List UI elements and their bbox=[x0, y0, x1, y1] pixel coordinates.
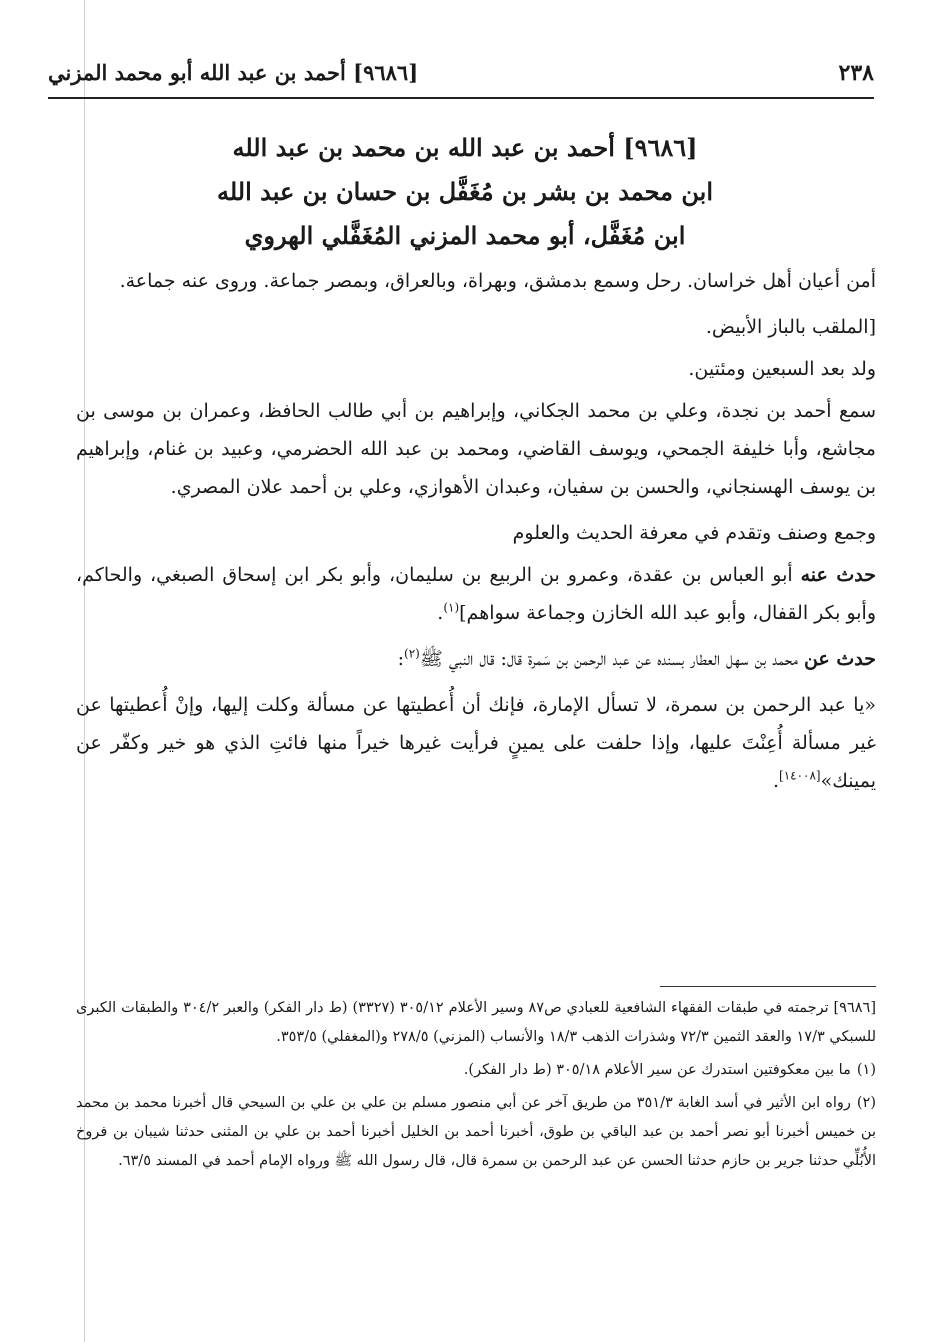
footnotes bbox=[76, 994, 876, 1180]
footnote-1-number: (١) bbox=[856, 1062, 876, 1078]
entry-title-line-2: ابن محمد بن بشر بن مُغَفَّل بن حسان بن عبد الله bbox=[216, 177, 713, 206]
running-title: [٩٦٨٦] أحمد بن عبد الله أبو محمد المزني bbox=[48, 60, 419, 85]
hadith-end: . bbox=[772, 770, 779, 792]
paragraph-origin: أمن أعيان أهل خراسان. رحل وسمع بدمشق، وبهراة، وبالعراق، وبمصر جماعة. وروى عنه جماعة. bbox=[119, 270, 876, 292]
students-text: أبو العباس بن عقدة، وعمرو بن الربيع بن سليمان، وأبو بكر ابن إسحاق الصبغي، والحاكم، وأبو بكر القفال، وأبو عبد الله الخازن وجماعة سواهم] bbox=[76, 564, 876, 624]
keyword-narrated-from-him: حدث عنه bbox=[800, 564, 876, 586]
paragraph-works: وجمع وصنف وتقدم في معرفة الحديث والعلوم bbox=[512, 522, 876, 544]
hadith-text: «يا عبد الرحمن بن سمرة، لا تسأل الإمارة، فإنك أن أُعطيتها عن مسألة وكلت إليها، وإنْ أُعطيتها عن غير مسألة أُعِنْتَ عليها، وإذا حلفت على يمينٍ فرأيت غيرها خيراً منها فائتِ الذي هو خير وكفّر عن يمينك» bbox=[76, 694, 876, 792]
footnote-1-text: ما بين معكوفتين استدرك عن سير الأعلام ٣٠٥/١٨ (ط دار الفكر). bbox=[463, 1062, 851, 1078]
hadith-number: [١٤٠٠٨] bbox=[779, 768, 821, 783]
footnote-2-text: رواه ابن الأثير في أسد الغابة ٣٥١/٣ من طريق آخر عن أبي منصور مسلم بن علي بن علي بن السيحي قال أخبرنا محمد بن محمد بن خميس أخبرنا أبو نصر أحمد بن عبد الباقي بن طوق، أخبرنا أحمد بن الخليل أخبرنا أحمد بن علي بن المثنى حدثنا شيبان بن فروخ الأُبُلِّي حدثنا جرير بن حازم حدثنا الحسن عن عبد الرحمن بن سمرة قال، قال رسول الله ﷺ ورواه الإمام أحمد في المسند ٦٣/٥. bbox=[76, 1095, 876, 1169]
entry-body bbox=[76, 262, 876, 808]
paragraph-nickname: [الملقب بالباز الأبيض. bbox=[705, 316, 876, 338]
entry-title-line-1: [٩٦٨٦] أحمد بن عبد الله بن محمد بن عبد الله bbox=[232, 133, 698, 162]
narration-text: محمد بن سهل العطار بسنده عن عبد الرحمن بن سَمرة قال: قال النبي ﷺ bbox=[419, 648, 804, 670]
running-header bbox=[48, 56, 874, 96]
footnote-biography: [٩٦٨٦] ترجمته في طبقات الفقهاء الشافعية للعبادي ص٨٧ وسير الأعلام ٣٠٥/١٢ (٣٣٢٧) (ط دار الفكر) والعبر ٣٠٤/٢ والطبقات الكبرى للسبكي ١٧/٣ والعقد الثمين ٧٢/٣ وشذرات الذهب ١٨/٣ والأنساب (المزني) ٢٧٨/٥ و(المغفلي) ٣٥٣/٥. bbox=[76, 1000, 876, 1045]
students-end: . bbox=[437, 602, 444, 624]
footnote-1 bbox=[76, 1056, 876, 1085]
narration-end: : bbox=[397, 648, 405, 670]
footnote-2 bbox=[76, 1089, 876, 1176]
paragraph-hadith bbox=[76, 686, 876, 800]
paragraph-narration bbox=[76, 640, 876, 678]
paragraph-students bbox=[76, 556, 876, 632]
footnote-rule bbox=[660, 986, 876, 987]
entry-title bbox=[120, 126, 810, 258]
entry-title-line-3: ابن مُغَفَّل، أبو محمد المزني المُغَفَّلي الهروي bbox=[244, 221, 686, 250]
paragraph-birth: ولد بعد السبعين ومئتين. bbox=[688, 358, 876, 380]
footnote-ref-2[interactable]: (٢) bbox=[404, 646, 420, 661]
footnote-ref-1[interactable]: (١) bbox=[443, 600, 460, 615]
page-number: ٢٣٨ bbox=[838, 60, 874, 86]
keyword-he-narrated-from: حدث عن bbox=[803, 648, 876, 670]
footnote-2-number: (٢) bbox=[856, 1095, 876, 1111]
header-rule bbox=[48, 97, 874, 99]
paragraph-teachers: سمع أحمد بن نجدة، وعلي بن محمد الجكاني، وإبراهيم بن أبي طالب الحافظ، وعمران بن موسى بن مجاشع، وأبا خليفة الجمحي، ويوسف القاضي، ومحمد بن عبد الله الحضرمي، وعبيد بن غنام، وإبراهيم بن يوسف الهسنجاني، والحسن بن سفيان، وعبدان الأهوازي، وعلي بن أحمد علان المصري. bbox=[76, 400, 876, 498]
